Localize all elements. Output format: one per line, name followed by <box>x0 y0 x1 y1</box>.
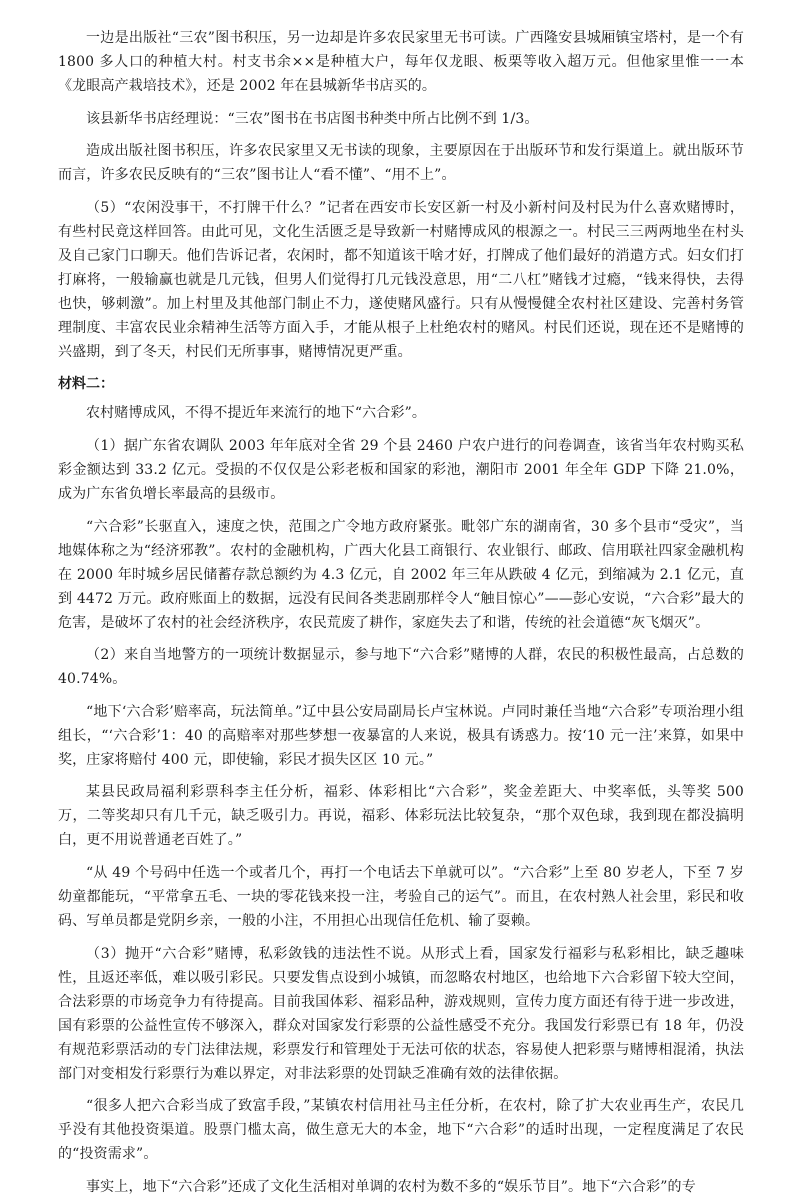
paragraph-investment-means: “很多人把六合彩当成了致富手段，”某镇农村信用社马主任分析，在农村，除了扩大农业再生产，农民几乎没有其他投资渠道。股票门槛太高，做生意无大的本金，地下“六合彩”的适时出现，一定程度满足了农民的“投资需求”。 <box>58 1098 744 1163</box>
paragraph-publishing-causes: 造成出版社图书积压，许多农民家里又无书读的现象，主要原因在于出版环节和发行渠道上。就出版环节而言，许多农民反映有的“三农”图书让人“看不懂”、“用不上”。 <box>58 143 744 184</box>
paragraph-hunan-spread: “六合彩”长驱直入，速度之快，范围之广令地方政府紧张。毗邻广东的湖南省，30 多个县市“受灾”，当地媒体称之为“经济邪教”。农村的金融机构，广西大化县工商银行、农业银行、邮政、信用联社四家金融机构在 2000 年时城乡居民储蓄存款总额约为 4.3 亿元，自 2002 年三年从跌破 4 亿元，到缩减为 2.1 亿元，直到 4472 万元。政府账面上的数据，远没有民间各类悲剧那样令人“触目惊心”——彭心安说，“六合彩”最大的危害，是破坏了农村的社会经济秩序，农民荒废了耕作，家庭失去了和谐，传统的社会道德“灰飞烟灭”。 <box>58 518 744 631</box>
paragraph-welfare-lottery: 某县民政局福利彩票科李主任分析，福彩、体彩相比“六合彩”，奖金差距大、中奖率低，头等奖 500 万，二等奖却只有几千元，缺乏吸引力。再说，福彩、体彩玩法比较复杂，“那个双色球，我到现在都没搞明白，更不用说普通老百姓了。” <box>58 784 744 849</box>
paragraph-liuhecai-intro: 农村赌博成风，不得不提近年来流行的地下“六合彩”。 <box>86 405 427 422</box>
paragraph-item-5-gambling: （5）“农闲没事干，不打牌干什么？”记者在西安市长安区新一村及小新村问及村民为什么喜欢赌博时，有些村民竟这样回答。由此可见，文化生活匮乏是导致新一村赌博成风的根源之一。村民三三两两地坐在村头及自己家门口聊天。他们告诉记者，农闲时，都不知道该干啥才好，打牌成了他们最好的消遣方式。妇女们打打麻将，一般输赢也就是几元钱，但男人们觉得打几元钱没意思，用“二八杠”赌钱才过瘾，“钱来得快，去得也快，够刺激”。加上村里及其他部门制止不力，遂使赌风盛行。只有从慢慢健全农村社区建设、完善村务管理制度、丰富农民业余精神生活等方面入手，才能从根子上杜绝农村的赌风。村民们还说，现在还不是赌博的兴盛期，到了冬天，村民们无所事事，赌博情况更严重。 <box>58 199 744 360</box>
paragraph-item-2-police-stats: （2）来自当地警方的一项统计数据显示，参与地下“六合彩”赌博的人群，农民的积极性最高，占总数的 40.74%。 <box>58 647 744 688</box>
paragraph-odds-quote: “地下‘六合彩’赔率高，玩法简单。”辽中县公安局副局长卢宝林说。卢同时兼任当地“六合彩”专项治理小组组长，“‘六合彩’1：40 的高赔率对那些梦想一夜暴富的人来说，极具有诱惑力。按‘10 元一注’来算，如果中奖，庄家将赔付 400 元，即使输，彩民才损失区区 10 元。” <box>58 703 744 768</box>
paragraph-entertainment: 事实上，地下“六合彩”还成了文化生活相对单调的农村为数不多的“娱乐节目”。地下“六合彩”的专 <box>86 1178 696 1195</box>
paragraph-item-3-legal: （3）抛开“六合彩”赌博，私彩敛钱的违法性不说。从形式上看，国家发行福彩与私彩相比，缺乏趣味性，且返还率低，难以吸引彩民。只要发售点设到小城镇，而忽略农村地区，也给地下六合彩留下较大空间，合法彩票的市场竞争力有待提高。目前我国体彩、福彩品种，游戏规则，宣传力度方面还有待于进一步改进，国有彩票的公益性宣传不够深入，群众对国家发行彩票的公益性感受不充分。我国发行彩票已有 18 年，仍没有规范彩票活动的专门法律法规，彩票发行和管理处于无法可依的状态，容易使人把彩票与赌博相混淆，执法部门对变相发行彩票行为难以界定，对非法彩票的处罚缺乏准确有效的法律依据。 <box>58 945 744 1082</box>
paragraph-item-1-guangdong: （1）据广东省农调队 2003 年年底对全省 29 个县 2460 户农户进行的问卷调查，该省当年农村购买私彩金额达到 33.2 亿元。受损的不仅仅是公彩老板和国家的彩池，潮阳市 2001 年全年 GDP 下降 21.0%，成为广东省负增长率最高的县级市。 <box>58 437 744 502</box>
paragraph-49-numbers: “从 49 个号码中任选一个或者几个，再打一个电话去下单就可以”。“六合彩”上至 80 岁老人，下至 7 岁幼童都能玩，“平常拿五毛、一块的零花钱来投一注，考验自己的运气”。而且，在农村熟人社会里，彩民和收码、写单员都是党阴乡亲，一般的小注，不用担心出现信任危机、输了耍赖。 <box>58 864 744 929</box>
paragraph-bookstore-manager: 该县新华书店经理说：“三农”图书在书店图书种类中所占比例不到 1/3。 <box>86 110 539 127</box>
section-heading-material-two: 材料二： <box>58 376 114 393</box>
paragraph-books-overstock: 一边是出版社“三农”图书积压，另一边却是许多农民家里无书可读。广西隆安县城厢镇宝塔村，是一个有 1800 多人口的种植大村。村支书余××是种植大户，每年仅龙眼、板栗等收入超万元。但他家里惟一一本《龙眼高产栽培技术》，还是 2002 年在县城新华书店买的。 <box>58 30 744 94</box>
